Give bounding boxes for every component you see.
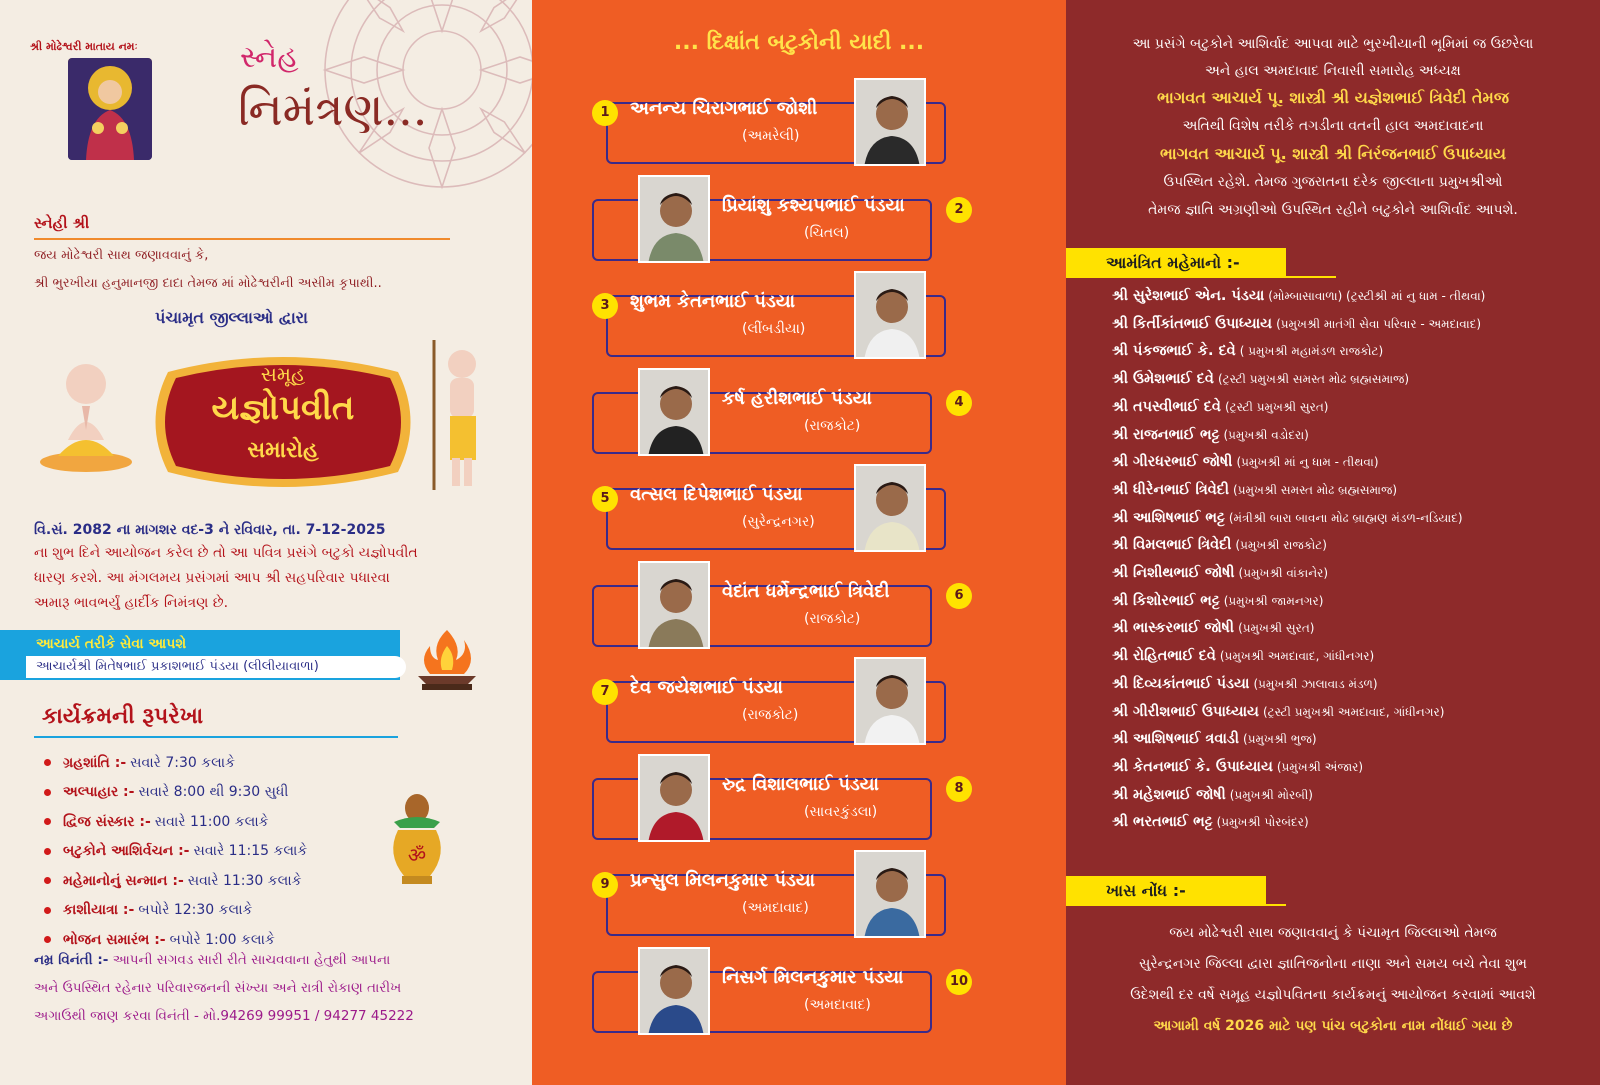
guest-name: શ્રી મહેશભાઈ જોષી bbox=[1112, 786, 1226, 803]
batuk-card bbox=[592, 561, 1006, 653]
guest-role: (પ્રમુખશ્રી જામનગર) bbox=[1223, 593, 1324, 608]
batuk-number: 6 bbox=[946, 583, 972, 609]
guest-name: શ્રી આશિષભાઈ ત્રવાડી bbox=[1112, 731, 1240, 748]
guest-item bbox=[1112, 343, 1383, 359]
schedule-item: દ્વિજ સંસ્કાર :- સવારે 11:00 કલાકે bbox=[44, 807, 307, 837]
guest-role: (પ્રમુખશ્રી માં નુ ધામ - તીથવા) bbox=[1236, 455, 1379, 470]
guest-item bbox=[1112, 316, 1481, 332]
divider bbox=[1286, 276, 1336, 278]
bullet-icon bbox=[44, 818, 51, 825]
havan-fire-icon bbox=[412, 626, 482, 692]
guest-name: શ્રી તપસ્વીભાઈ દવે bbox=[1112, 398, 1221, 415]
bullet-icon bbox=[44, 759, 51, 766]
batuk-photo bbox=[854, 850, 926, 938]
badge-line-2: યજ્ઞોપવીત bbox=[211, 388, 355, 428]
guest-name: શ્રી ભરતભાઈ ભટ્ટ bbox=[1112, 814, 1213, 831]
guest-name: શ્રી ધીરેનભાઈ ત્રિવેદી bbox=[1112, 481, 1230, 498]
batuk-card bbox=[592, 850, 1006, 942]
guest-role: (પ્રમુખશ્રી અંજાર) bbox=[1276, 759, 1364, 774]
body-line: અમારૂ ભાવભર્યું હાર્દીક નિમંત્રણ છે. bbox=[34, 595, 229, 611]
divider bbox=[1266, 904, 1286, 906]
guest-item bbox=[1112, 288, 1485, 304]
batuk-name: રુદ્ર વિશાલભાઈ પંડયા bbox=[722, 773, 879, 795]
heading-invitation: નિમંત્રણ... bbox=[238, 82, 428, 136]
program-heading: કાર્યક્રમની રૂપરેખા bbox=[42, 704, 204, 729]
request-label: નમ્ર વિનંતી :- bbox=[34, 952, 109, 968]
guest-item bbox=[1112, 704, 1444, 720]
guest-role: (પ્રમુખશ્રી ભુજ) bbox=[1243, 732, 1317, 747]
batuk-number: 3 bbox=[592, 293, 618, 319]
schedule-item: બટુકોને આશિર્વચન :- સવારે 11:15 કલાકે bbox=[44, 837, 307, 867]
batuk-number: 9 bbox=[592, 872, 618, 898]
guest-role: (પ્રમુખશ્રી સમસ્ત મોઢ બ્રહ્મસમાજ) bbox=[1233, 482, 1398, 497]
guest-item bbox=[1112, 537, 1327, 553]
batuk-number: 1 bbox=[592, 100, 618, 126]
guest-item bbox=[1112, 510, 1463, 526]
mid-line: અતિથી વિશેષ તરીકે તગડીના વતની હાલ અમદાવાદના bbox=[1182, 118, 1484, 134]
request-line: નમ્ર વિનંતી :- આપની સગવડ સારી રીતે સાચવવાના હેતુથી આપના bbox=[34, 952, 391, 968]
bullet-icon bbox=[44, 907, 51, 914]
middle-panel bbox=[532, 0, 1066, 1085]
guest-role: (મોમ્બાસાવાળા) (ટ્રસ્ટીશ્રી માં નુ ધામ - તીથવા) bbox=[1268, 289, 1486, 303]
badge-line-3: સમારોહ bbox=[247, 438, 319, 463]
child-praying-illustration-icon bbox=[36, 344, 136, 474]
batuk-photo bbox=[638, 175, 710, 263]
heading-small: સ્નેહ bbox=[240, 40, 299, 75]
guest-role: (પ્રમુખશ્રી રાજકોટ) bbox=[1235, 538, 1327, 553]
batuk-card bbox=[592, 368, 1006, 460]
bullet-icon bbox=[44, 877, 51, 884]
guest-name: શ્રી રોહિતભાઈ દવે bbox=[1112, 648, 1216, 665]
salutation: સ્નેહી શ્રી bbox=[34, 214, 90, 232]
batuk-place: (લીંબડીયા) bbox=[742, 321, 806, 337]
batuk-place: (રાજકોટ) bbox=[804, 610, 861, 627]
intro-line: શ્રી ભુરખીયા હનુમાનજી દાદા તેમજ માં મોઢેશ્વરીની અસીમ કૃપાથી.. bbox=[34, 276, 382, 291]
batuk-place: (રાજકોટ) bbox=[804, 417, 861, 434]
guest-item bbox=[1112, 759, 1363, 775]
note-line: સુરેન્દ્રનગર જિલ્લા દ્વારા જ્ઞાતિજનોના નાણા અને સમય બચે તેવા શુભ bbox=[1139, 956, 1527, 972]
guest-item bbox=[1112, 399, 1329, 415]
organizer-line: પંચામૃત જીલ્લાઓ દ્વારા bbox=[155, 308, 308, 327]
batuk-card bbox=[592, 754, 1006, 846]
batuk-place: (સાવરકુંડલા) bbox=[804, 803, 878, 820]
schedule-item: અલ્પાહાર :- સવારે 8:00 થી 9:30 સુધી bbox=[44, 778, 307, 808]
guest-item bbox=[1112, 427, 1309, 443]
batuk-list-title: ... દિક્ષાંત બટુકોની યાદી ... bbox=[673, 30, 925, 55]
event-date: વિ.સં. 2082 ના માગશર વદ-3 ને રવિવાર, તા. 7-12-2025 bbox=[34, 522, 386, 538]
batuk-name: દેવ જયેશભાઈ પંડયા bbox=[630, 677, 783, 698]
guest-role: (મંત્રીશ્રી બારા બાવના મોઢ બ્રાહ્મણ મંડળ-નડિયાદ) bbox=[1228, 510, 1463, 525]
note-heading: ખાસ નોંધ :- bbox=[1066, 876, 1266, 906]
bullet-icon bbox=[44, 936, 51, 943]
guest-item bbox=[1112, 648, 1374, 664]
batuk-card bbox=[592, 175, 1006, 267]
guest-role: (પ્રમુખશ્રી વડોદરા) bbox=[1223, 427, 1309, 442]
guest-item bbox=[1112, 787, 1313, 803]
guest-role: (પ્રમુખશ્રી વાંકાનેર) bbox=[1238, 566, 1329, 580]
guest-name: શ્રી ગીરધરભાઈ જોષી bbox=[1112, 454, 1233, 471]
guest-name: શ્રી વિમલભાઈ ત્રિવેદી bbox=[1112, 537, 1232, 554]
batuk-number: 2 bbox=[946, 197, 972, 223]
guest-role: (પ્રમુખશ્રી સુરત) bbox=[1238, 621, 1315, 636]
guest-item bbox=[1112, 620, 1314, 636]
batuk-photo bbox=[854, 464, 926, 552]
guests-heading: આમંત્રિત મહેમાનો :- bbox=[1066, 248, 1286, 278]
batuk-name: નિસર્ગ મિલનકુમાર પંડયા bbox=[722, 966, 904, 988]
chief-guest-2: ભાગવત આચાર્ય પૂ. શાસ્ત્રી શ્રી નિરંજનભાઈ ઉપાધ્યાય bbox=[1159, 144, 1507, 163]
request-line: અગાઉથી જાણ કરવા વિનંતી - મો.94269 99951 / 94277 45222 bbox=[34, 1008, 414, 1024]
guest-item bbox=[1112, 565, 1328, 581]
bullet-icon bbox=[44, 789, 51, 796]
guest-name: શ્રી ગીરીશભાઈ ઉપાધ્યાય bbox=[1112, 703, 1259, 720]
guest-name: શ્રી કિશોરભાઈ ભટ્ટ bbox=[1112, 592, 1220, 609]
batuk-number: 4 bbox=[946, 390, 972, 416]
outro-line: તેમજ જ્ઞાતિ અગ્રણીઓ ઉપસ્થિત રહીને બટુકોને આશિર્વાદ આપશે. bbox=[1148, 202, 1518, 218]
batuk-photo bbox=[854, 271, 926, 359]
batuk-card bbox=[592, 271, 1006, 363]
batuk-number: 8 bbox=[946, 776, 972, 802]
guest-name: શ્રી ઉમેશભાઈ દવે bbox=[1112, 371, 1214, 388]
batuk-card bbox=[592, 78, 1006, 170]
guest-name: શ્રી દિવ્યકાંતભાઈ પંડયા bbox=[1112, 675, 1250, 692]
batuk-name: પ્રિયાંશુ કશ્યપભાઈ પંડયા bbox=[722, 194, 905, 216]
note-highlight: આગામી વર્ષ 2026 માટે પણ પાંચ બટુકોના નામ નોંધાઈ ગયા છે bbox=[1153, 1018, 1513, 1034]
schedule-list bbox=[44, 748, 307, 955]
body-line: ધારણ કરશે. આ મંગલમય પ્રસંગમાં આપ શ્રી સહપરિવાર પધારવા bbox=[34, 570, 390, 586]
batuk-name: વત્સલ દિપેશભાઈ પંડયા bbox=[630, 484, 803, 505]
batuk-place: (અમદાવાદ) bbox=[804, 996, 871, 1013]
guest-role: (ટ્રસ્ટી પ્રમુખશ્રી સુરત) bbox=[1224, 399, 1329, 414]
guest-role: (પ્રમુખશ્રી માતંગી સેવા પરિવાર - અમદાવાદ) bbox=[1276, 316, 1482, 331]
schedule-item: ભોજન સમારંભ :- બપોરે 1:00 કલાકે bbox=[44, 925, 307, 955]
svg-text:ॐ: ॐ bbox=[407, 843, 427, 867]
batuk-photo bbox=[638, 368, 710, 456]
guest-name: શ્રી કિર્તીકાંતભાઈ ઉપાધ્યાય bbox=[1112, 315, 1273, 332]
schedule-item: મહેમાનોનું સન્માન :- સવારે 11:30 કલાકે bbox=[44, 866, 307, 896]
schedule-item: ગ્રહશાંતિ :- સવારે 7:30 કલાકે bbox=[44, 748, 307, 778]
guest-name: શ્રી સુરેશભાઈ એન. પંડયા bbox=[1112, 288, 1265, 304]
batuk-place: (અમદાવાદ) bbox=[742, 900, 809, 916]
intro-line: આ પ્રસંગે બટુકોને આશિર્વાદ આપવા માટે ભુરખીયાની ભૂમિમાં જ ઉછરેલા bbox=[1132, 36, 1534, 52]
note-line: ઉદેશથી દર વર્ષે સમૂહ યજ્ઞોપવિતના કાર્યક્રમનું આયોજન કરવામાં આવશે bbox=[1130, 987, 1536, 1003]
chief-guest-1: ભાગવત આચાર્ય પૂ. શાસ્ત્રી શ્રી યજ્ઞેશભાઈ ત્રિવેદી તેમજ bbox=[1157, 88, 1509, 107]
guest-role: (પ્રમુખશ્રી પોરબંદર) bbox=[1216, 815, 1309, 830]
guest-item bbox=[1112, 731, 1317, 747]
schedule-item: કાશીયાત્રા :- બપોરે 12:30 કલાકે bbox=[44, 896, 307, 926]
batuk-card bbox=[592, 464, 1006, 556]
batuk-place: (અમરેલી) bbox=[742, 128, 800, 144]
guest-name: શ્રી ભાસ્કરભાઈ જોષી bbox=[1112, 620, 1235, 637]
batuk-photo bbox=[638, 947, 710, 1035]
divider bbox=[34, 736, 398, 738]
batuk-photo bbox=[854, 657, 926, 745]
batuk-place: (ચિતલ) bbox=[804, 224, 850, 241]
batuk-name: પ્રન્સુલ મિલનકુમાર પંડયા bbox=[630, 870, 816, 891]
left-panel bbox=[0, 0, 532, 1085]
batuk-photo bbox=[638, 754, 710, 842]
guest-item bbox=[1112, 371, 1409, 387]
badge-line-1: સમૂહ bbox=[260, 362, 306, 386]
guest-item bbox=[1112, 676, 1378, 692]
kalash-om-icon bbox=[384, 792, 450, 888]
guest-role: (પ્રમુખશ્રી અમદાવાદ, ગાંધીનગર) bbox=[1219, 649, 1375, 664]
batuk-number: 7 bbox=[592, 679, 618, 705]
batuk-name: કર્ષ હરીશભાઈ પંડયા bbox=[722, 387, 872, 409]
guest-name: શ્રી પંકજભાઈ કે. દવે bbox=[1112, 343, 1236, 360]
body-line: ના શુભ દિને આયોજન કરેલ છે તો આ પવિત્ર પ્રસંગે બટુકો યજ્ઞોપવીત bbox=[34, 545, 418, 561]
guest-item bbox=[1112, 482, 1397, 498]
batuk-place: (સુરેન્દ્રનગર) bbox=[742, 514, 815, 530]
batuk-number: 5 bbox=[592, 486, 618, 512]
guest-item bbox=[1112, 814, 1309, 830]
guest-name: શ્રી કેતનભાઈ કે. ઉપાધ્યાય bbox=[1112, 758, 1273, 775]
guest-name: શ્રી રાજનભાઈ ભટ્ટ bbox=[1112, 426, 1220, 443]
guest-item bbox=[1112, 593, 1323, 609]
guest-role: (ટ્રસ્ટી પ્રમુખશ્રી સમસ્ત મોઢ બ્રહ્મસમાજ) bbox=[1217, 372, 1410, 387]
acharya-heading: આચાર્ય તરીકે સેવા આપશે bbox=[36, 636, 187, 652]
batuk-place: (રાજકોટ) bbox=[742, 707, 799, 723]
outro-line: ઉપસ્થિત રહેશે. તેમજ ગુજરાતના દરેક જીલ્લાના પ્રમુખશ્રીઓ bbox=[1163, 174, 1503, 190]
intro-line: જય મોઢેશ્વરી સાથ જણાવવાનું કે, bbox=[34, 248, 209, 263]
request-line: અને ઉપસ્થિત રહેનાર પરિવારજનની સંખ્યા અને રાત્રી રોકાણ તારીખ bbox=[34, 980, 402, 996]
ceremony-badge bbox=[148, 352, 418, 492]
batuk-photo bbox=[854, 78, 926, 166]
note-line: જય મોઢેશ્વરી સાથ જણાવવાનું કે પંચામૃત જિલ્લાઓ તેમજ bbox=[1169, 925, 1497, 941]
batuk-name: અનન્ય ચિરાગભાઈ જોશી bbox=[630, 98, 818, 119]
batuk-number: 10 bbox=[946, 969, 972, 995]
guest-role: (ટ્રસ્ટી પ્રમુખશ્રી અમદાવાદ, ગાંધીનગર) bbox=[1262, 704, 1445, 719]
intro-line: અને હાલ અમદાવાદ નિવાસી સમારોહ અધ્યક્ષ bbox=[1205, 63, 1461, 79]
right-panel bbox=[1066, 0, 1600, 1085]
deity-image bbox=[68, 58, 152, 160]
child-with-staff-illustration-icon bbox=[428, 340, 488, 490]
batuk-name: વેદાંત ધર્મેન્દ્રભાઈ ત્રિવેદી bbox=[722, 580, 890, 602]
bullet-icon bbox=[44, 848, 51, 855]
guest-item bbox=[1112, 454, 1379, 470]
guest-name: શ્રી આશિષભાઈ ભટ્ટ bbox=[1112, 509, 1225, 526]
batuk-card bbox=[592, 657, 1006, 749]
batuk-photo bbox=[638, 561, 710, 649]
guest-name: શ્રી નિશીથભાઈ જોષી bbox=[1112, 565, 1235, 581]
acharya-name: આચાર્યશ્રી મિતેષભાઈ પ્રકાશભાઈ પંડયા (લીલીયાવાળા) bbox=[36, 659, 319, 674]
guest-role: ( પ્રમુખશ્રી મહામંડળ રાજકોટ) bbox=[1239, 344, 1384, 359]
batuk-name: શુભમ કેતનભાઈ પંડયા bbox=[630, 291, 795, 312]
batuk-card bbox=[592, 947, 1006, 1039]
guest-role: (પ્રમુખશ્રી મોરબી) bbox=[1229, 787, 1313, 802]
guest-role: (પ્રમુખશ્રી ઝાલાવાડ મંડળ) bbox=[1253, 676, 1378, 691]
divider bbox=[34, 238, 450, 240]
deity-caption: શ્રી મોઢેશ્વરી માતાય નમઃ bbox=[30, 40, 138, 53]
